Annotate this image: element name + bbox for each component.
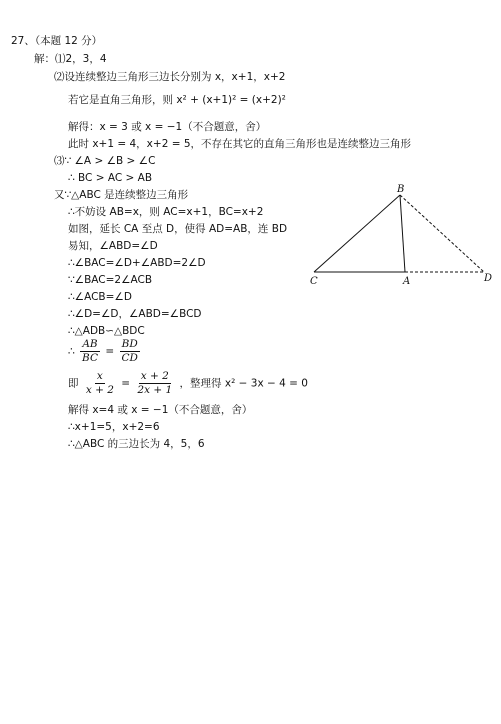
solution-line-11: 易知，∠ABD=∠D bbox=[68, 240, 158, 252]
proportion-prefix: ∴ bbox=[68, 345, 75, 358]
solution-line-20: ∴x+1=5，x+2=6 bbox=[68, 421, 160, 433]
fraction-numerator: AB bbox=[82, 338, 98, 350]
fraction-x-plus-2-over-2x-plus-1 bbox=[135, 370, 174, 397]
solution-line-5: 此时 x+1 = 4，x+2 = 5，不存在其它的直角三角形也是连续整边三角形 bbox=[68, 138, 412, 150]
solution-line-3: 若它是直角三角形，则 x² + (x+1)² = (x+2)² bbox=[68, 94, 286, 106]
equation-suffix: ，整理得 x² − 3x − 4 = 0 bbox=[179, 377, 308, 390]
label-c: C bbox=[310, 276, 318, 287]
segment-ba bbox=[400, 195, 405, 272]
solution-line-21: ∴△ABC 的三边长为 4，5，6 bbox=[68, 438, 205, 450]
triangle-figure bbox=[306, 180, 496, 288]
fraction-numerator: x bbox=[96, 370, 103, 382]
segment-bd-dashed bbox=[400, 195, 484, 272]
solution-line-10: 如图，延长 CA 至点 D，使得 AD=AB，连 BD bbox=[68, 223, 288, 235]
proportion-line bbox=[68, 338, 142, 365]
label-d: D bbox=[484, 273, 493, 284]
solution-line-15: ∴∠D=∠D，∠ABD=∠BCD bbox=[68, 308, 202, 320]
segment-cb bbox=[314, 195, 400, 272]
solution-line-9: ∴不妨设 AB=x，则 AC=x+1，BC=x+2 bbox=[68, 206, 264, 218]
solution-line-12: ∴∠BAC=∠D+∠ABD=2∠D bbox=[68, 257, 206, 269]
solution-line-6: ⑶∵ ∠A > ∠B > ∠C bbox=[54, 155, 156, 167]
solution-line-4: 解得：x = 3 或 x = −1（不合题意，舍） bbox=[68, 121, 267, 133]
equals-sign: = bbox=[105, 345, 115, 358]
fraction-denominator: CD bbox=[121, 352, 138, 364]
solution-header: 27、（本题 12 分） bbox=[11, 35, 103, 47]
fraction-denominator: 2x + 1 bbox=[137, 384, 173, 396]
solution-line-1: 解：⑴2，3，4 bbox=[34, 53, 107, 65]
fraction-denominator: x + 2 bbox=[85, 384, 114, 396]
label-a: A bbox=[403, 276, 411, 287]
solution-line-2: ⑵设连续整边三角形三边长分别为 x，x+1，x+2 bbox=[54, 71, 286, 83]
solution-line-7: ∴ BC > AC > AB bbox=[68, 172, 153, 184]
label-b: B bbox=[397, 184, 405, 195]
fraction-denominator: BC bbox=[82, 352, 98, 364]
solution-line-16: ∴△ADB∽△BDC bbox=[68, 325, 145, 337]
equals-sign: = bbox=[121, 377, 131, 390]
fraction-numerator: BD bbox=[121, 338, 138, 350]
fraction-bd-cd bbox=[119, 338, 139, 365]
fraction-numerator: x + 2 bbox=[140, 370, 169, 382]
solution-line-13: ∵∠BAC=2∠ACB bbox=[68, 274, 153, 286]
equation-line bbox=[68, 370, 308, 397]
fraction-ab-bc bbox=[80, 338, 100, 365]
solution-line-19: 解得 x=4 或 x = −1（不合题意，舍） bbox=[68, 404, 253, 416]
solution-line-8: 又∵△ABC 是连续整边三角形 bbox=[54, 189, 189, 201]
equation-prefix: 即 bbox=[68, 377, 79, 390]
fraction-x-over-x-plus-2 bbox=[84, 370, 116, 397]
solution-line-14: ∴∠ACB=∠D bbox=[68, 291, 132, 303]
